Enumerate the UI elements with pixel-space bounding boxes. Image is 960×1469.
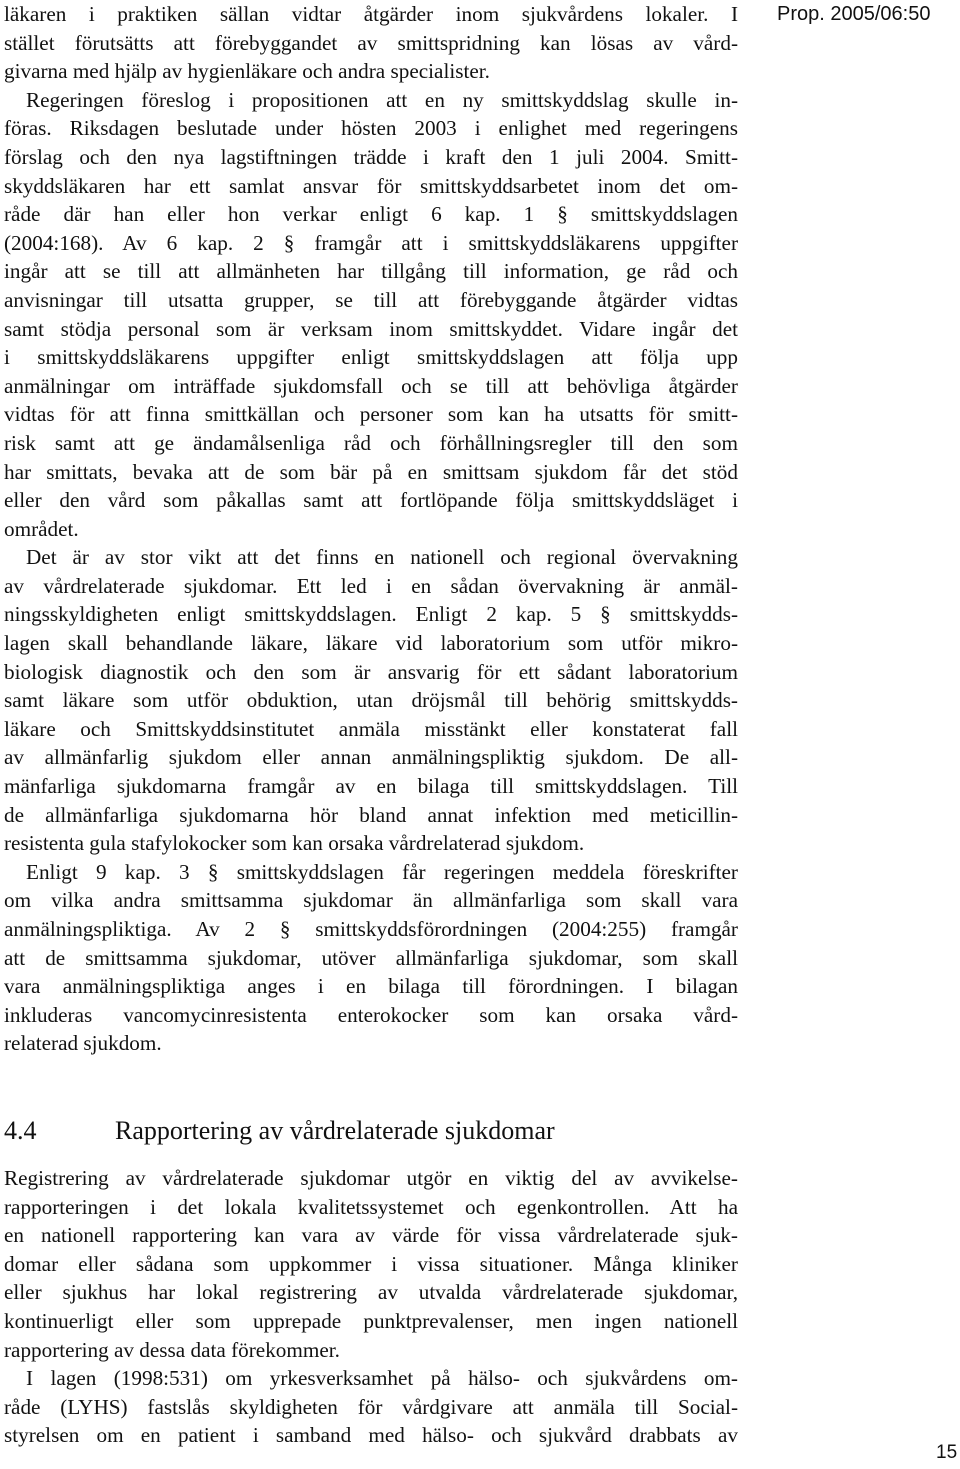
paragraph [4,0,738,86]
text-line: kontinuerligt eller som upprepade punktprevalenser, men ingen nationell [4,1308,738,1333]
text-line: Enligt 9 kap. 3 § smittskyddslagen får regeringen meddela föreskrifter [26,859,738,884]
text-line: rapporteringen i det lokala kvalitetssystemet och egenkontrollen. Att ha [4,1194,738,1219]
text-line: styrelsen om en patient i samband med hälso- och sjukvård drabbats av [4,1423,738,1448]
text-line: vidtas för att finna smittkällan och personer som kan ha utsatts för smitt- [4,402,738,427]
text-line: ingår att se till att allmänheten har tillgång till information, ge råd och [4,259,738,284]
text-line: inkluderas vancomycinresistenta enterokocker som kan orsaka vård- [4,1002,738,1027]
text-line: av vårdrelaterade sjukdomar. Ett led i en sådan övervakning är anmäl- [4,573,738,598]
text-line: att de smittsamma sjukdomar, utöver allmänfarliga sjukdomar, som skall [4,945,738,970]
text-line: relaterad sjukdom. [4,1031,162,1056]
text-line: området. [4,516,79,541]
text-line: Det är av stor vikt att det finns en nationell och regional övervakning [26,545,738,570]
section-spacer [4,1058,738,1110]
text-line: biologisk diagnostik och den som är ansvarig för ett sådant laboratorium [4,659,738,684]
text-line: anmälningspliktiga. Av 2 § smittskyddsförordningen (2004:255) framgår [4,917,738,941]
text-line: mänfarliga sjukdomarna framgår av en bilaga till smittskyddslagen. Till [4,774,738,799]
top-paragraphs [4,0,738,1058]
text-line: har smittats, bevaka att de som bär på en smittsam sjukdom får det stöd [4,459,738,484]
text-line: råde (LYHS) fastslås skyldigheten för vårdgivare att anmäla till Social- [4,1394,738,1419]
text-line: domar eller sådana som uppkommer i vissa situationer. Många kliniker [4,1251,738,1276]
text-line: förslag och den nya lagstiftningen trädde i kraft den 1 juli 2004. Smitt- [4,144,738,169]
text-line: anmälningar om inträffade sjukdomsfall och se till att behövliga åtgärder [4,373,738,398]
text-line: I lagen (1998:531) om yrkesverksamhet på hälso- och sjukvårdens om- [26,1366,738,1391]
text-line: eller sjukhus har lokal registrering av utvalda vårdrelaterade sjukdomar, [4,1280,738,1305]
text-line: Registrering av vårdrelaterade sjukdomar utgör en viktig del av avvikelse- [4,1165,738,1190]
text-line: eller den vård som påkallas samt att fortlöpande följa smittskyddsläget i [4,488,738,513]
text-line: en nationell rapportering kan vara av värde för vissa vårdrelaterade sjuk- [4,1223,738,1248]
text-line: i smittskyddsläkarens uppgifter enligt smittskyddslagen att följa upp [4,345,738,370]
text-line: stället förutsätts att förebyggandet av smittspridning kan lösas av vård- [4,30,738,55]
text-line: ningsskyldigheten enligt smittskyddslagen. Enligt 2 kap. 5 § smittskydds- [4,602,738,627]
text-line: vara anmälningspliktiga anges i en bilaga till förordningen. I bilagan [4,974,738,999]
section-heading [4,1110,738,1152]
text-line: lagen skall behandlande läkare, läkare vid laboratorium som utför mikro- [4,631,738,656]
text-line: läkaren i praktiken sällan vidtar åtgärder inom sjukvårdens lokaler. I [4,2,738,26]
text-line: av allmänfarlig sjukdom eller annan anmälningspliktig sjukdom. De all- [4,745,738,770]
section-title: Rapportering av vårdrelaterade sjukdomar [115,1115,555,1145]
text-line: samt stödja personal som är verksam inom smittskyddet. Vidare ingår det [4,316,738,341]
text-line: råde där han eller hon verkar enligt 6 kap. 1 § smittskyddslagen [4,202,738,227]
paragraph [4,858,738,1058]
text-line: om vilka andra smittsamma sjukdomar än allmänfarliga som skall vara [4,888,738,913]
section-number: 4.4 [4,1115,37,1145]
text-line: givarna med hjälp av hygienläkare och andra specialister. [4,59,490,84]
page-number: 15 [936,1442,958,1463]
text-line: föras. Riksdagen beslutade under hösten 2003 i enlighet med regeringens [4,116,738,141]
text-line: skyddsläkaren har ett samlat ansvar för smittskyddsarbetet inom det om- [4,173,738,198]
paragraph [4,543,738,858]
text-line: anvisningar till utsatta grupper, se till att förebyggande åtgärder vidtas [4,287,738,312]
text-line: Regeringen föreslog i propositionen att en ny smittskyddslag skulle in- [26,87,738,112]
text-line: (2004:168). Av 6 kap. 2 § framgår att i smittskyddsläkarens uppgifter [4,230,738,255]
proposition-reference: Prop. 2005/06:50 [777,3,931,25]
text-line: samt läkare som utför obduktion, utan dröjsmål till behörig smittskydds- [4,688,738,713]
text-line: resistenta gula stafylokocker som kan orsaka vårdrelaterad sjukdom. [4,831,585,856]
paragraph [4,1364,738,1450]
paragraph [4,1164,738,1364]
paragraph [4,86,738,544]
text-line: de allmänfarliga sjukdomarna hör bland annat infektion med meticillin- [4,802,738,827]
text-line: rapportering av dessa data förekommer. [4,1337,340,1362]
text-line: risk samt att ge ändamålsenliga råd och förhållningsregler till den som [4,430,738,455]
text-line: läkare och Smittskyddsinstitutet anmäla misstänkt eller konstaterat fall [4,716,738,741]
body-text-column [4,0,738,1450]
section-paragraphs [4,1164,738,1450]
